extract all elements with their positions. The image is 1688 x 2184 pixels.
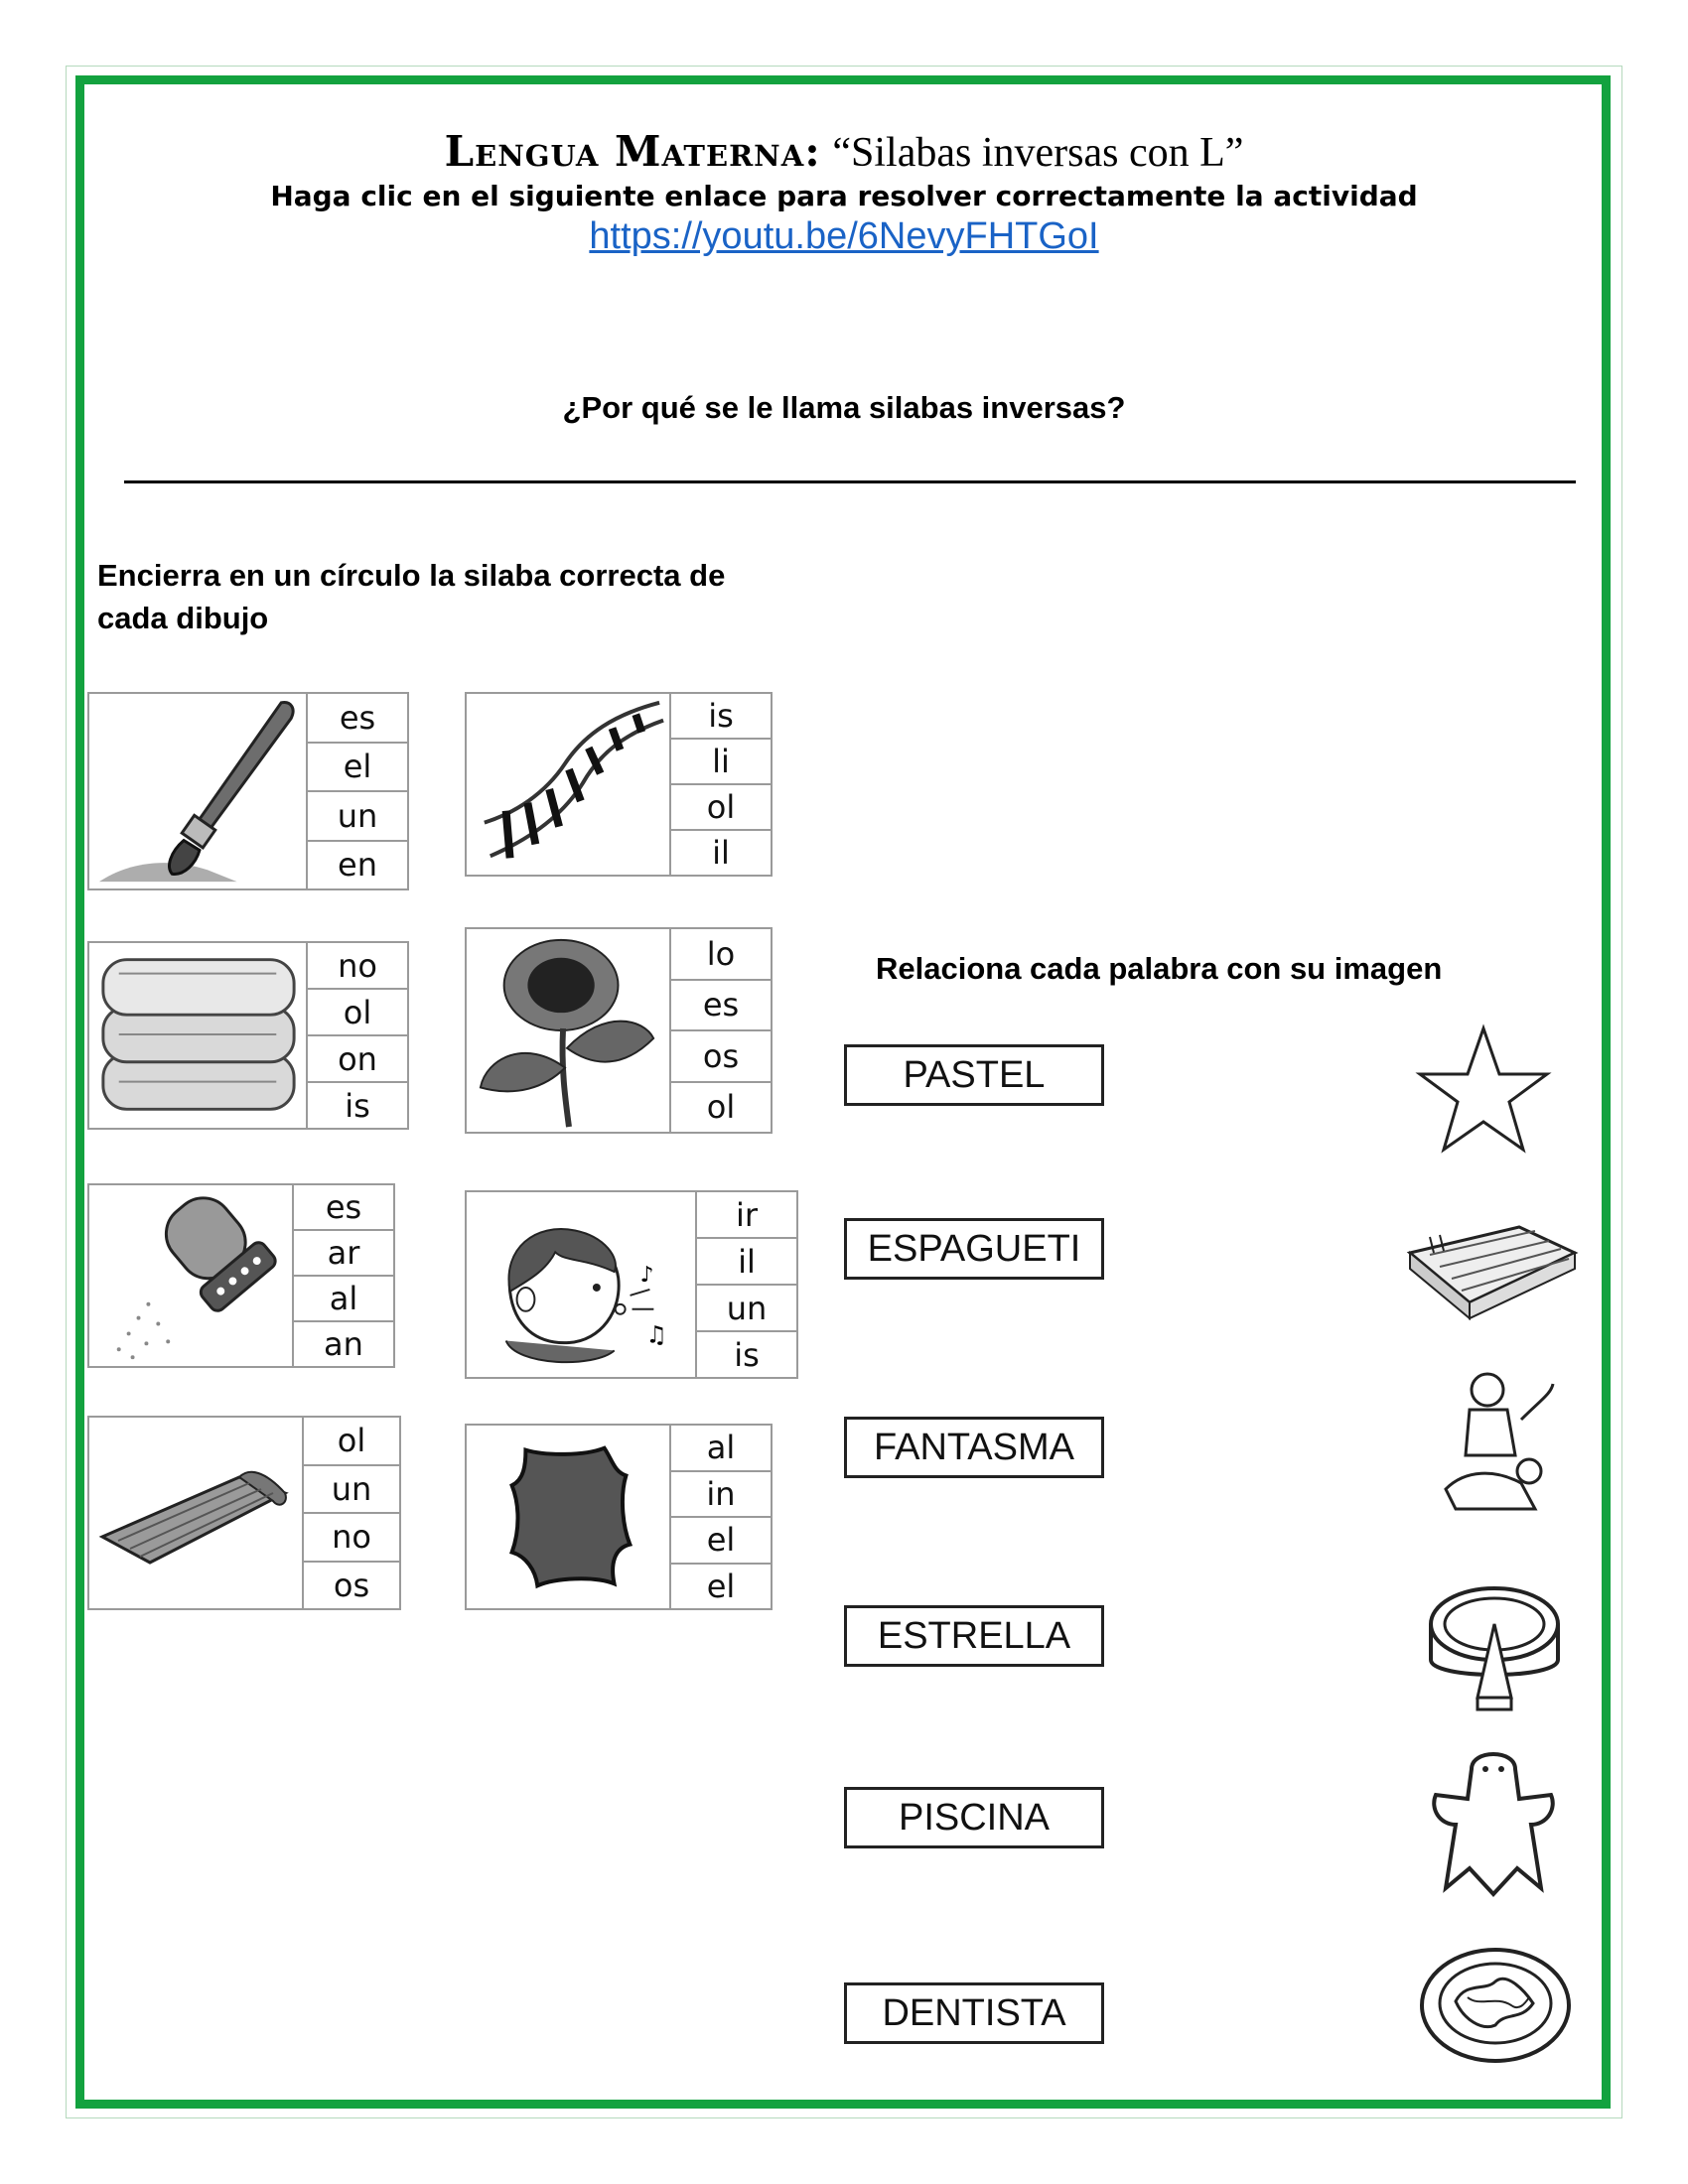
- syllable-option[interactable]: li: [671, 740, 771, 785]
- syllable-option[interactable]: al: [671, 1426, 771, 1472]
- word-box[interactable]: DENTISTA: [844, 1982, 1104, 2044]
- syllable-option[interactable]: ir: [697, 1192, 796, 1239]
- syllable-option[interactable]: no: [304, 1514, 399, 1563]
- answer-line[interactable]: [124, 480, 1576, 483]
- worksheet-title: [0, 127, 1688, 177]
- syllable-option[interactable]: is: [734, 1335, 760, 1374]
- syllable-option[interactable]: is: [671, 694, 771, 740]
- syllable-option[interactable]: in: [671, 1472, 771, 1519]
- subject-label: Lengua Materna:: [444, 127, 821, 176]
- syllable-card-mattress: [87, 1416, 401, 1610]
- link-instruction: Haga clic en el siguiente enlace para resolver correctamente la actividad: [270, 180, 1418, 212]
- syllable-option[interactable]: os: [333, 1566, 370, 1604]
- whistling-boy-icon: [467, 1192, 697, 1377]
- salt-shaker-icon: [89, 1185, 294, 1366]
- word-box[interactable]: PISCINA: [844, 1787, 1104, 1848]
- word-box[interactable]: PASTEL: [844, 1044, 1104, 1106]
- svg-text:♪: ♪: [639, 1263, 654, 1289]
- exercise2-instruction: Relaciona cada palabra con su imagen: [876, 951, 1443, 986]
- spaghetti-icon[interactable]: [1416, 1942, 1575, 2067]
- leather-icon: [467, 1426, 671, 1608]
- syllable-option[interactable]: ol: [304, 1418, 399, 1466]
- syllable-card-blankets: [87, 941, 409, 1130]
- sunflower-icon: [467, 929, 671, 1132]
- syllable-option[interactable]: un: [304, 1466, 399, 1515]
- svg-text:♫: ♫: [645, 1320, 667, 1349]
- syllable-card-sunflower: [465, 927, 773, 1134]
- word-box[interactable]: ESTRELLA: [844, 1605, 1104, 1667]
- video-link[interactable]: https://youtu.be/6NevyFHTGoI: [589, 215, 1099, 257]
- syllable-option[interactable]: lo: [671, 929, 771, 981]
- syllable-option[interactable]: an: [324, 1325, 363, 1363]
- dentist-icon[interactable]: [1426, 1360, 1565, 1519]
- syllable-option[interactable]: il: [712, 834, 730, 872]
- blankets-icon: [89, 943, 308, 1128]
- syllable-card-leather: [465, 1424, 773, 1610]
- syllable-option[interactable]: es: [308, 694, 407, 744]
- syllable-option[interactable]: ol: [308, 990, 407, 1036]
- syllable-option[interactable]: un: [308, 792, 407, 842]
- paintbrush-icon: [89, 694, 308, 888]
- syllable-option[interactable]: no: [308, 943, 407, 990]
- cake-icon[interactable]: [1420, 1569, 1569, 1717]
- syllable-option[interactable]: el: [671, 1518, 771, 1565]
- exercise1-instruction: Encierra en un círculo la silaba correcta de cada dibujo: [97, 558, 726, 635]
- syllable-option[interactable]: is: [345, 1086, 370, 1125]
- syllable-option[interactable]: en: [338, 846, 377, 885]
- question-text: ¿Por qué se le llama silabas inversas?: [562, 390, 1126, 425]
- syllable-card-whistle: [465, 1190, 798, 1379]
- syllable-option[interactable]: el: [308, 744, 407, 793]
- float-mattress-icon: [89, 1418, 304, 1608]
- railway-icon: [467, 694, 671, 875]
- syllable-card-paintbrush: [87, 692, 409, 890]
- syllable-option[interactable]: ol: [671, 785, 771, 831]
- word-box[interactable]: ESPAGUETI: [844, 1218, 1104, 1280]
- syllable-option[interactable]: ol: [706, 1088, 736, 1127]
- ghost-icon[interactable]: [1422, 1739, 1565, 1898]
- topic-label: “Silabas inversas con L”: [832, 130, 1244, 176]
- pool-icon[interactable]: [1400, 1207, 1579, 1326]
- syllable-option[interactable]: un: [697, 1286, 796, 1332]
- star-icon[interactable]: [1414, 1023, 1553, 1160]
- word-box[interactable]: FANTASMA: [844, 1417, 1104, 1478]
- syllable-option[interactable]: el: [706, 1567, 736, 1605]
- syllable-option[interactable]: os: [671, 1031, 771, 1083]
- syllable-option[interactable]: ar: [294, 1231, 393, 1277]
- syllable-option[interactable]: al: [294, 1277, 393, 1322]
- syllable-option[interactable]: il: [697, 1239, 796, 1286]
- syllable-option[interactable]: es: [671, 981, 771, 1032]
- syllable-card-railway: [465, 692, 773, 877]
- syllable-card-salt: [87, 1183, 395, 1368]
- syllable-option[interactable]: es: [294, 1185, 393, 1231]
- syllable-option[interactable]: on: [308, 1036, 407, 1083]
